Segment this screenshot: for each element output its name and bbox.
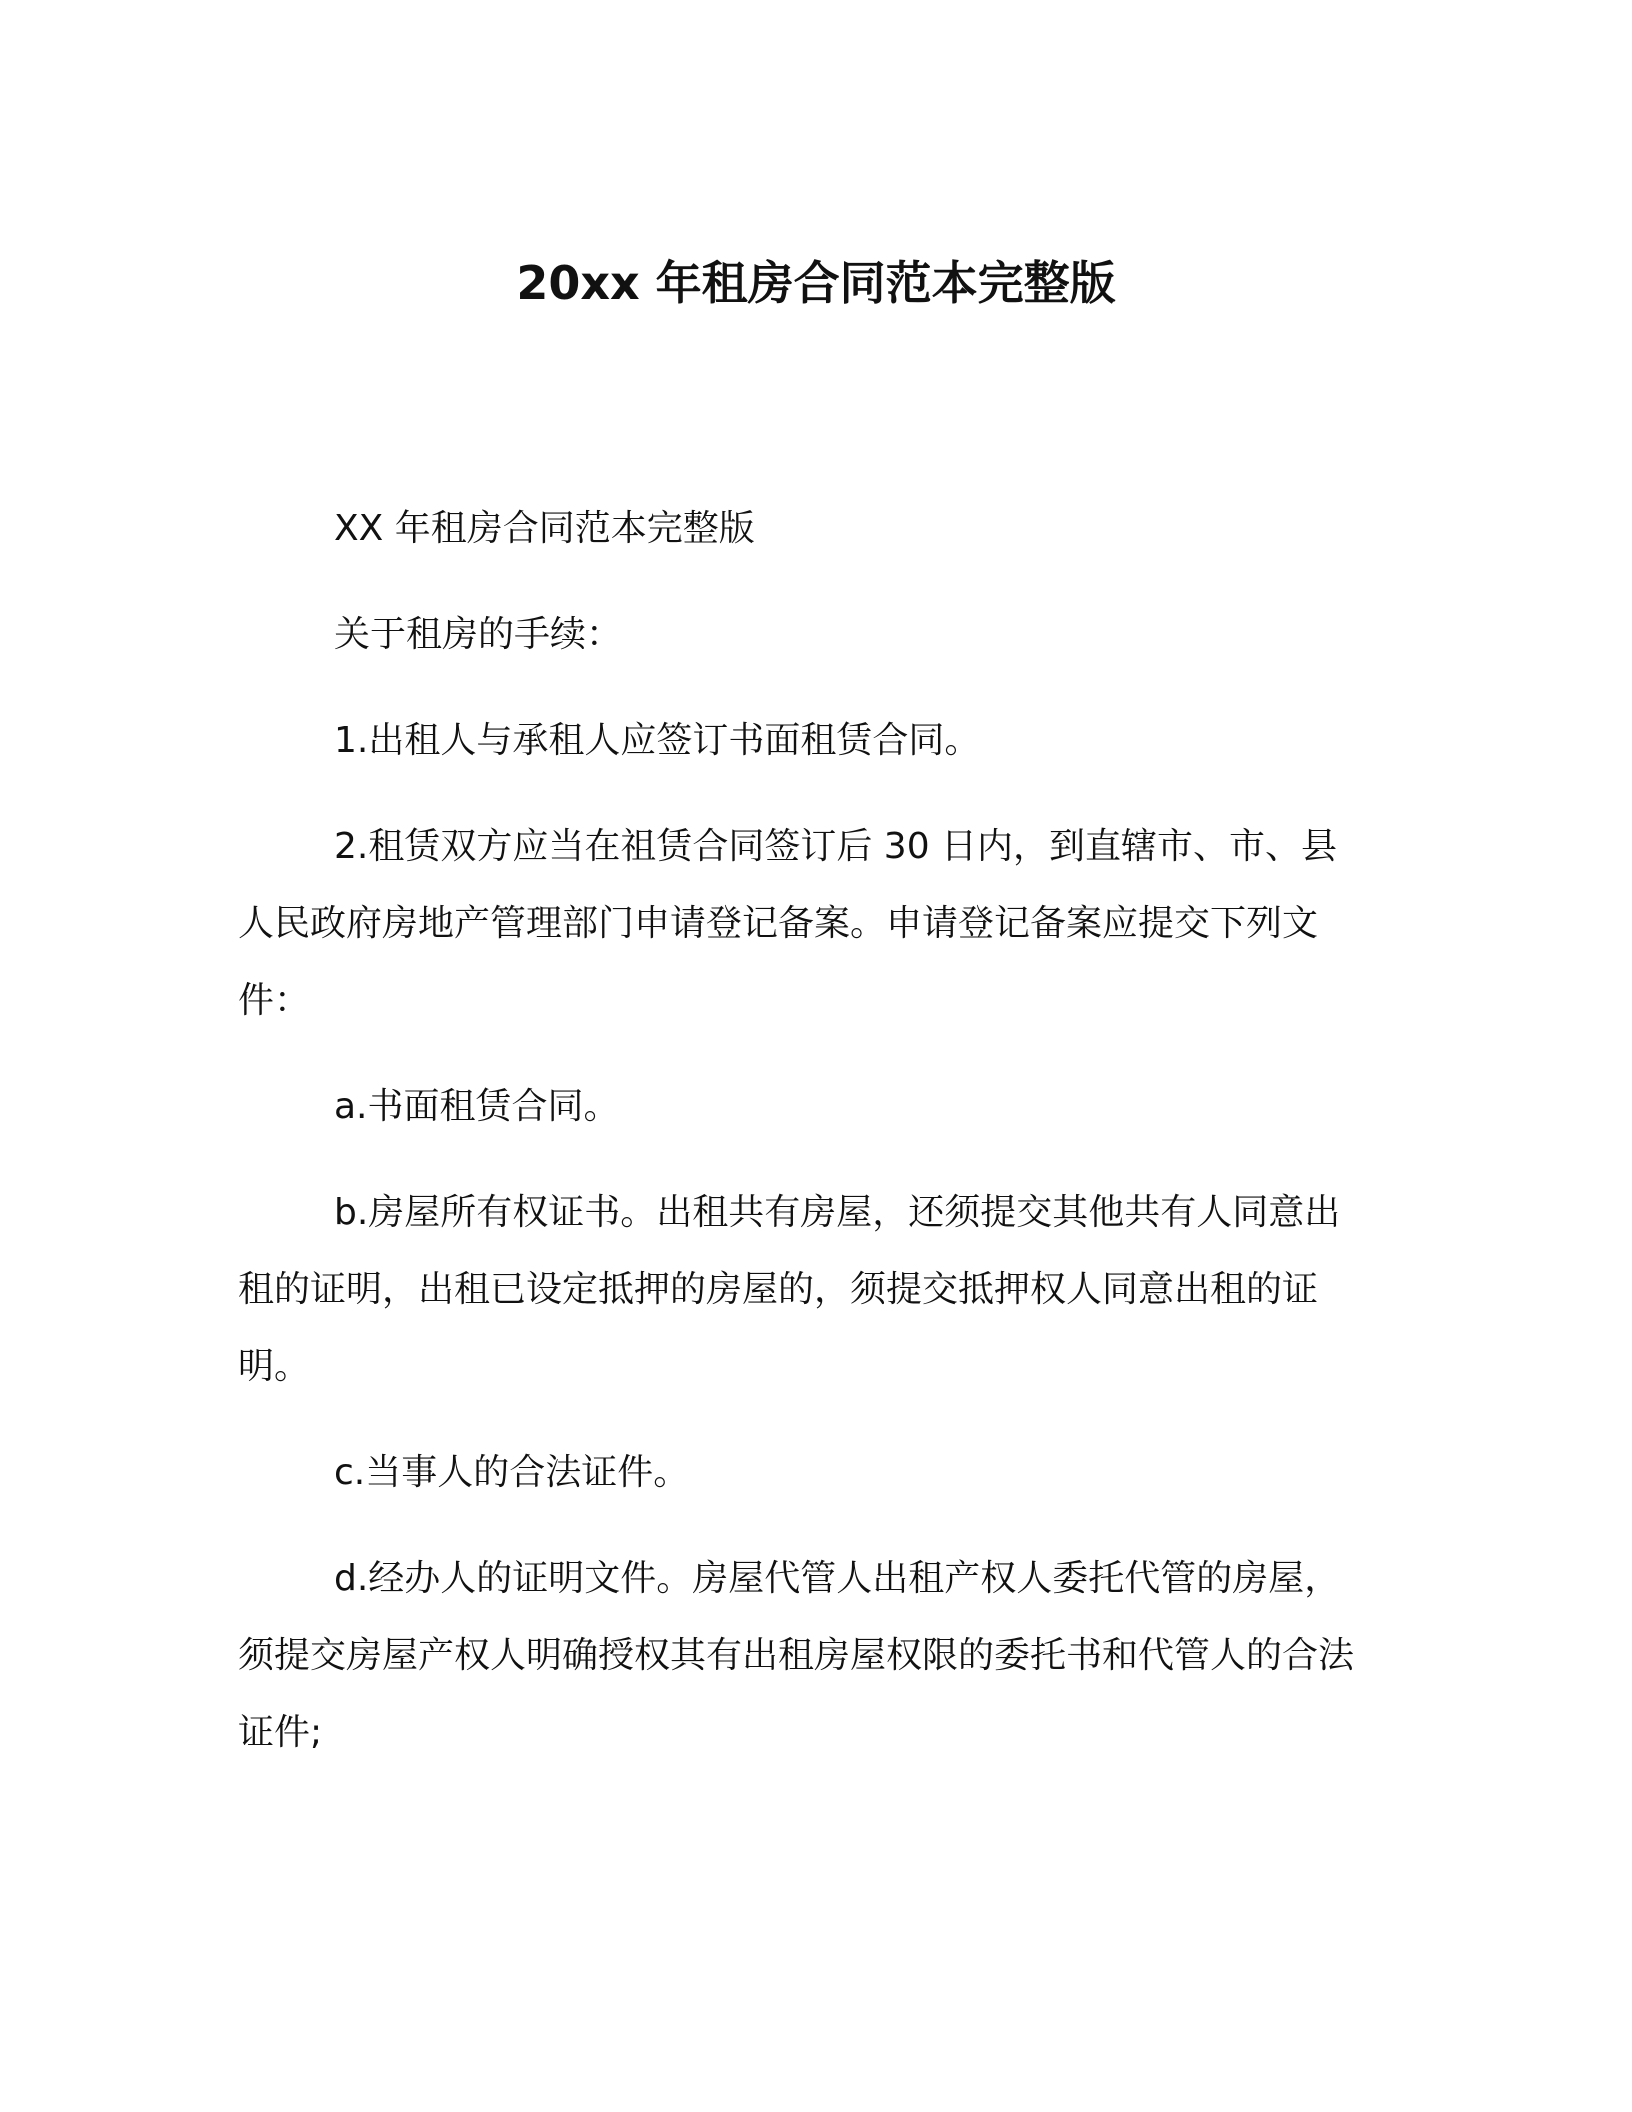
- paragraph-item-1: 1.出租人与承租人应签订书面租赁合同。: [334, 720, 981, 761]
- paragraph-item-d: d.经办人的证明文件。房屋代管人出租产权人委托代管的房屋，须提交房屋产权人明确授权其有出租房屋权限的委托书和代管人的合法证件;: [238, 1558, 1355, 1753]
- paragraph-item-2: 2.租赁双方应当在祖赁合同签订后 30 日内，到直辖市、市、县人民政府房地产管理部门申请登记备案。申请登记备案应提交下列文件：: [238, 826, 1338, 1021]
- paragraph-item-b: b.房屋所有权证书。出租共有房屋，还须提交其他共有人同意出租的证明，出租已设定抵押的房屋的，须提交抵押权人同意出租的证明。: [238, 1192, 1341, 1387]
- paragraph-subtitle: XX 年租房合同范本完整版: [334, 508, 755, 549]
- document-title: 20xx 年租房合同范本完整版: [516, 255, 1116, 310]
- paragraph-item-a: a.书面租赁合同。: [334, 1086, 620, 1127]
- paragraph-item-c: c.当事人的合法证件。: [334, 1452, 690, 1493]
- document-body: [238, 490, 1368, 1800]
- paragraph-procedures-heading: 关于租房的手续：: [334, 614, 623, 655]
